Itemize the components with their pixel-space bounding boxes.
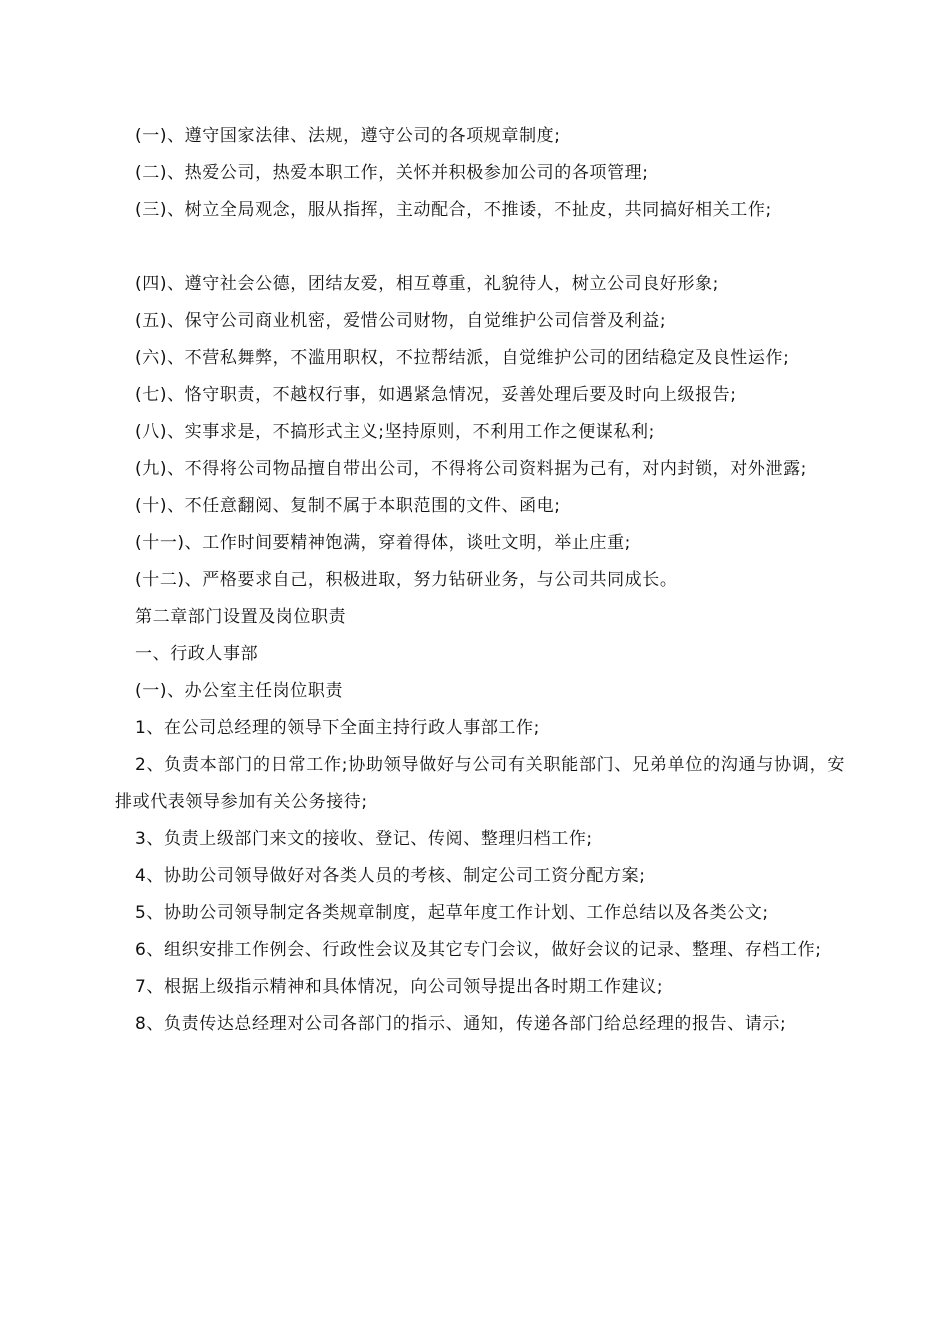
section-heading: 一、行政人事部 [135, 644, 259, 664]
duty-item-3: 3、负责上级部门来文的接收、登记、传阅、整理归档工作; [135, 829, 593, 849]
rule-item-3: (三)、树立全局观念，服从指挥，主动配合，不推诿，不扯皮，共同搞好相关工作; [135, 200, 772, 220]
rule-item-10: (十)、不任意翻阅、复制不属于本职范围的文件、函电; [135, 496, 561, 516]
rule-item-8: (八)、实事求是，不搞形式主义;坚持原则，不利用工作之便谋私利; [135, 422, 655, 442]
duty-item-4: 4、协助公司领导做好对各类人员的考核、制定公司工资分配方案; [135, 866, 646, 886]
rule-item-6: (六)、不营私舞弊，不滥用职权，不拉帮结派，自觉维护公司的团结稳定及良性运作; [135, 348, 790, 368]
chapter-heading: 第二章部门设置及岗位职责 [135, 607, 347, 627]
rule-item-5: (五)、保守公司商业机密，爱惜公司财物，自觉维护公司信誉及利益; [135, 311, 667, 331]
rule-item-11: (十一)、工作时间要精神饱满，穿着得体，谈吐文明，举止庄重; [135, 533, 631, 553]
duty-item-5: 5、协助公司领导制定各类规章制度，起草年度工作计划、工作总结以及各类公文; [135, 903, 769, 923]
duty-item-1: 1、在公司总经理的领导下全面主持行政人事部工作; [135, 718, 540, 738]
duty-item-7: 7、根据上级指示精神和具体情况，向公司领导提出各时期工作建议; [135, 977, 664, 997]
rule-item-2: (二)、热爱公司，热爱本职工作，关怀并积极参加公司的各项管理; [135, 163, 649, 183]
rule-item-4: (四)、遵守社会公德，团结友爱，相互尊重，礼貌待人，树立公司良好形象; [135, 274, 719, 294]
duty-item-2: 2、负责本部门的日常工作;协助领导做好与公司有关职能部门、兄弟单位的沟通与协调，安排或代表领导参加有关公务接待; [115, 755, 845, 812]
document-body [115, 118, 845, 1043]
rule-item-1: (一)、遵守国家法律、法规，遵守公司的各项规章制度; [135, 126, 561, 146]
duty-item-8: 8、负责传达总经理对公司各部门的指示、通知，传递各部门给总经理的报告、请示; [135, 1014, 787, 1034]
rule-item-7: (七)、恪守职责，不越权行事，如遇紧急情况，妥善处理后要及时向上级报告; [135, 385, 737, 405]
rule-item-9: (九)、不得将公司物品擅自带出公司，不得将公司资料据为己有，对内封锁，对外泄露; [135, 459, 807, 479]
subsection-heading: (一)、办公室主任岗位职责 [135, 681, 344, 701]
rule-item-12: (十二)、严格要求自己，积极进取，努力钻研业务，与公司共同成长。 [135, 570, 678, 590]
duty-item-6: 6、组织安排工作例会、行政性会议及其它专门会议，做好会议的记录、整理、存档工作; [135, 940, 822, 960]
